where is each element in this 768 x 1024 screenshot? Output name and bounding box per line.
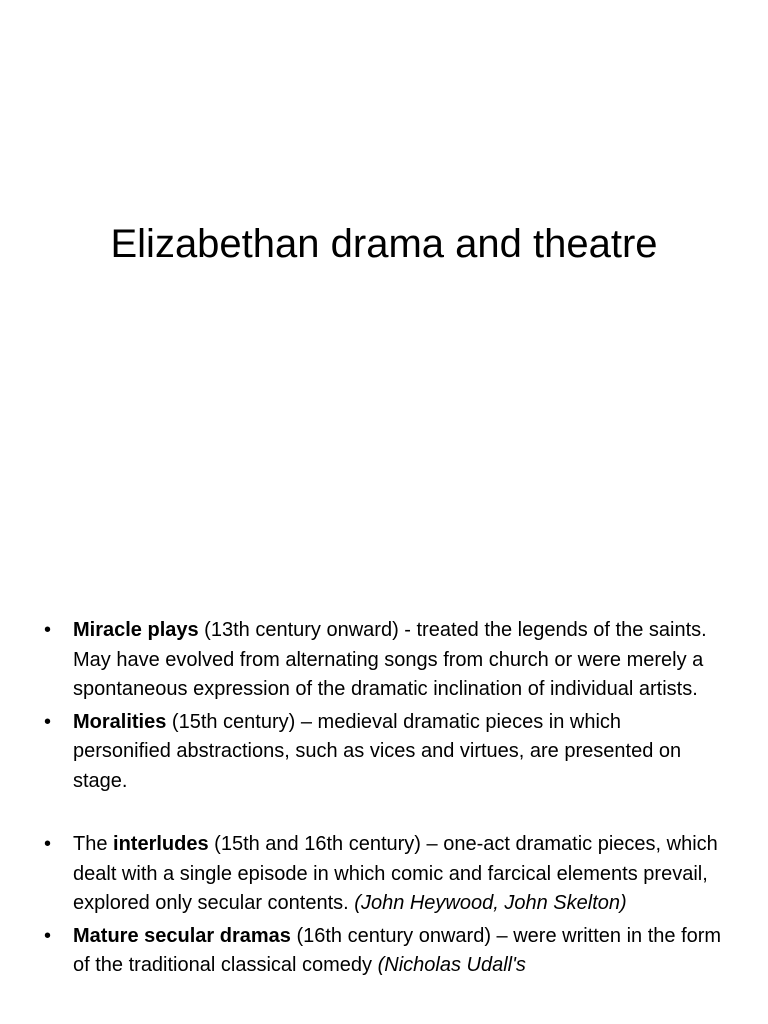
bullet-moralities <box>44 708 724 797</box>
bullet-dot-icon: • <box>44 619 52 641</box>
bullet-dot-icon: • <box>44 924 52 947</box>
bullet-text: (13th century onward) - treated the legends of the saints. May have evolved from alternating songs from church or were merely a spontaneous expression of the dramatic inclination of individual artists. <box>73 619 707 700</box>
bullet-mature-secular-dramas <box>44 922 724 981</box>
bullet-term: Miracle plays <box>73 619 199 641</box>
slide-title: Elizabethan drama and theatre <box>110 222 658 266</box>
bullet-list <box>44 616 724 981</box>
bullet-text: (15th and 16th century) – one-act dramatic pieces, which dealt with a single episode in which comic and farcical elements prevail, explored only secular contents. <box>73 833 718 914</box>
bullet-text: (16th century onward) – were written in the form of the traditional classical comedy <box>73 924 722 976</box>
bullet-text: (15th century) – medieval dramatic pieces in which personified abstractions, such as vices and virtues, are presented on stage. <box>73 710 682 792</box>
bullet-miracle-plays <box>44 616 724 705</box>
bullet-citation: (John Heywood, John Skelton) <box>354 892 627 914</box>
bullet-dot-icon: • <box>44 833 52 855</box>
bullet-interludes <box>44 830 724 919</box>
bullet-term: Moralities <box>73 710 167 733</box>
bullet-citation: (Nicholas Udall's <box>377 954 526 976</box>
bullet-prefix: The <box>73 833 114 855</box>
bullet-term: interludes <box>113 833 209 855</box>
bullet-dot-icon: • <box>44 710 52 733</box>
bullet-term: Mature secular dramas <box>73 924 291 947</box>
